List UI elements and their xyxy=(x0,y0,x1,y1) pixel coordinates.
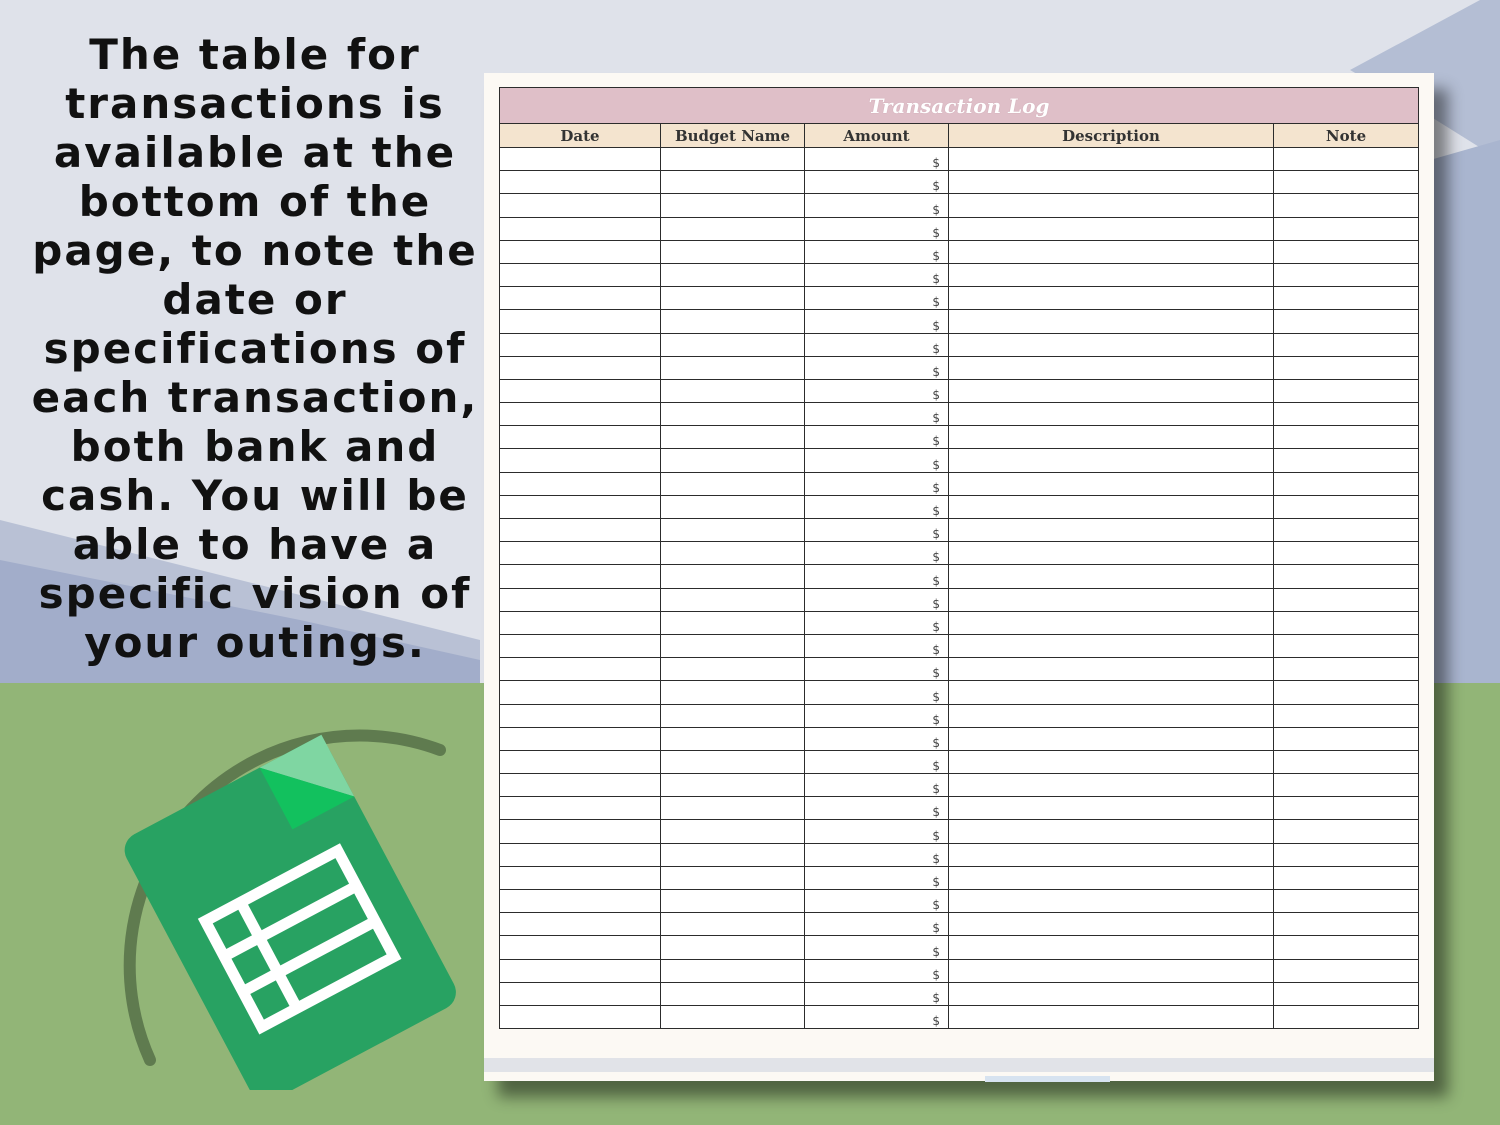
table-row xyxy=(500,634,1419,657)
table-cell[interactable] xyxy=(661,287,805,310)
table-cell[interactable] xyxy=(1274,588,1419,611)
table-cell[interactable] xyxy=(805,820,949,843)
currency-symbol: $ xyxy=(932,272,940,287)
table-cell[interactable] xyxy=(949,681,1274,704)
table-cell[interactable] xyxy=(949,310,1274,333)
table-cell[interactable] xyxy=(500,797,661,820)
table-cell[interactable] xyxy=(805,263,949,286)
currency-symbol: $ xyxy=(932,318,940,333)
table-cell[interactable] xyxy=(949,982,1274,1005)
currency-symbol: $ xyxy=(932,782,940,797)
table-cell[interactable] xyxy=(500,843,661,866)
table-row xyxy=(500,774,1419,797)
table-cell[interactable] xyxy=(805,194,949,217)
column-header[interactable]: Date xyxy=(500,124,661,148)
currency-symbol: $ xyxy=(932,967,940,982)
table-cell[interactable] xyxy=(1274,148,1419,171)
table-row xyxy=(500,449,1419,472)
currency-symbol: $ xyxy=(932,225,940,240)
table-row xyxy=(500,588,1419,611)
table-cell[interactable] xyxy=(500,611,661,634)
table-cell[interactable] xyxy=(949,217,1274,240)
table-cell[interactable] xyxy=(1274,890,1419,913)
table-cell[interactable] xyxy=(661,449,805,472)
table-cell[interactable] xyxy=(949,379,1274,402)
table-cell[interactable] xyxy=(661,913,805,936)
table-cell[interactable] xyxy=(1274,658,1419,681)
table-cell[interactable] xyxy=(661,634,805,657)
table-row xyxy=(500,217,1419,240)
table-row xyxy=(500,704,1419,727)
table-cell[interactable] xyxy=(949,634,1274,657)
table-cell[interactable] xyxy=(1274,936,1419,959)
currency-symbol: $ xyxy=(932,990,940,1005)
table-cell[interactable] xyxy=(500,565,661,588)
table-cell[interactable] xyxy=(1274,611,1419,634)
currency-symbol: $ xyxy=(932,689,940,704)
table-cell[interactable] xyxy=(661,356,805,379)
table-cell[interactable] xyxy=(661,403,805,426)
table-cell[interactable] xyxy=(661,565,805,588)
currency-symbol: $ xyxy=(932,759,940,774)
table-cell[interactable] xyxy=(805,217,949,240)
table-cell[interactable] xyxy=(805,634,949,657)
currency-symbol: $ xyxy=(932,666,940,681)
table-cell[interactable] xyxy=(661,774,805,797)
table-row xyxy=(500,240,1419,263)
table-cell[interactable] xyxy=(500,171,661,194)
currency-symbol: $ xyxy=(932,573,940,588)
table-cell[interactable] xyxy=(805,333,949,356)
currency-symbol: $ xyxy=(932,550,940,565)
table-cell[interactable] xyxy=(1274,959,1419,982)
table-cell[interactable] xyxy=(661,797,805,820)
table-cell[interactable] xyxy=(949,727,1274,750)
table-cell[interactable] xyxy=(500,774,661,797)
currency-symbol: $ xyxy=(932,434,940,449)
table-cell[interactable] xyxy=(1274,774,1419,797)
table-cell[interactable] xyxy=(500,263,661,286)
currency-symbol: $ xyxy=(932,875,940,889)
table-cell[interactable] xyxy=(949,704,1274,727)
currency-symbol: $ xyxy=(932,735,940,750)
table-cell[interactable] xyxy=(949,866,1274,889)
table-row xyxy=(500,542,1419,565)
table-cell[interactable] xyxy=(1274,750,1419,773)
table-cell[interactable] xyxy=(805,542,949,565)
table-cell[interactable] xyxy=(949,403,1274,426)
table-cell[interactable] xyxy=(949,426,1274,449)
horizontal-scrollbar[interactable] xyxy=(985,1076,1110,1082)
table-cell[interactable] xyxy=(805,310,949,333)
table-cell[interactable] xyxy=(805,1005,949,1028)
currency-symbol: $ xyxy=(932,179,940,194)
currency-symbol: $ xyxy=(932,828,940,843)
currency-symbol: $ xyxy=(932,202,940,217)
table-cell[interactable] xyxy=(1274,426,1419,449)
table-cell[interactable] xyxy=(805,495,949,518)
table-row xyxy=(500,727,1419,750)
table-row xyxy=(500,148,1419,171)
table-cell[interactable] xyxy=(500,658,661,681)
table-cell[interactable] xyxy=(500,866,661,889)
table-cell[interactable] xyxy=(949,449,1274,472)
table-cell[interactable] xyxy=(1274,240,1419,263)
currency-symbol: $ xyxy=(932,921,940,936)
table-cell[interactable] xyxy=(805,588,949,611)
sheet-footer-bar xyxy=(484,1058,1434,1072)
table-cell[interactable] xyxy=(661,936,805,959)
table-cell[interactable] xyxy=(1274,542,1419,565)
table-cell[interactable] xyxy=(949,519,1274,542)
table-cell[interactable] xyxy=(500,913,661,936)
table-cell[interactable] xyxy=(1274,263,1419,286)
table-cell[interactable] xyxy=(949,542,1274,565)
table-cell[interactable] xyxy=(949,287,1274,310)
table-cell[interactable] xyxy=(1274,681,1419,704)
table-cell[interactable] xyxy=(661,519,805,542)
table-cell[interactable] xyxy=(500,727,661,750)
table-cell[interactable] xyxy=(500,959,661,982)
table-cell[interactable] xyxy=(805,913,949,936)
currency-symbol: $ xyxy=(932,851,940,866)
table-cell[interactable] xyxy=(661,263,805,286)
currency-symbol: $ xyxy=(932,596,940,611)
currency-symbol: $ xyxy=(932,156,940,171)
google-sheets-icon xyxy=(70,690,490,1090)
table-cell[interactable] xyxy=(500,1005,661,1028)
table-cell[interactable] xyxy=(1274,287,1419,310)
table-row xyxy=(500,611,1419,634)
table-cell[interactable] xyxy=(1274,797,1419,820)
table-title: Transaction Log xyxy=(500,88,1419,124)
table-cell[interactable] xyxy=(949,495,1274,518)
table-row xyxy=(500,866,1419,889)
table-cell[interactable] xyxy=(949,333,1274,356)
table-cell[interactable] xyxy=(661,866,805,889)
table-cell[interactable] xyxy=(1274,403,1419,426)
table-cell[interactable] xyxy=(1274,310,1419,333)
table-cell[interactable] xyxy=(1274,356,1419,379)
table-cell[interactable] xyxy=(805,658,949,681)
table-cell[interactable] xyxy=(949,472,1274,495)
table-cell[interactable] xyxy=(500,750,661,773)
table-cell[interactable] xyxy=(949,890,1274,913)
table-cell[interactable] xyxy=(661,542,805,565)
table-row xyxy=(500,658,1419,681)
table-cell[interactable] xyxy=(661,1005,805,1028)
table-cell[interactable] xyxy=(661,611,805,634)
table-row xyxy=(500,310,1419,333)
table-cell[interactable] xyxy=(949,1005,1274,1028)
table-cell[interactable] xyxy=(1274,704,1419,727)
table-cell[interactable] xyxy=(500,356,661,379)
table-cell[interactable] xyxy=(500,936,661,959)
table-row xyxy=(500,1005,1419,1028)
table-row xyxy=(500,379,1419,402)
currency-symbol: $ xyxy=(932,341,940,356)
currency-symbol: $ xyxy=(932,364,940,379)
table-cell[interactable] xyxy=(949,820,1274,843)
table-row xyxy=(500,982,1419,1005)
table-cell[interactable] xyxy=(1274,727,1419,750)
table-cell[interactable] xyxy=(500,287,661,310)
column-header[interactable]: Note xyxy=(1274,124,1419,148)
table-row xyxy=(500,333,1419,356)
table-cell[interactable] xyxy=(949,263,1274,286)
table-cell[interactable] xyxy=(805,519,949,542)
table-cell[interactable] xyxy=(805,403,949,426)
currency-symbol: $ xyxy=(932,411,940,426)
table-cell[interactable] xyxy=(500,890,661,913)
table-cell[interactable] xyxy=(661,148,805,171)
table-cell[interactable] xyxy=(661,982,805,1005)
table-cell[interactable] xyxy=(500,634,661,657)
table-cell[interactable] xyxy=(805,936,949,959)
table-cell[interactable] xyxy=(1274,449,1419,472)
table-cell[interactable] xyxy=(805,750,949,773)
table-row xyxy=(500,426,1419,449)
table-cell[interactable] xyxy=(661,310,805,333)
table-cell[interactable] xyxy=(661,333,805,356)
table-cell[interactable] xyxy=(805,982,949,1005)
currency-symbol: $ xyxy=(932,248,940,263)
table-cell[interactable] xyxy=(661,959,805,982)
table-cell[interactable] xyxy=(805,565,949,588)
table-cell[interactable] xyxy=(805,472,949,495)
table-cell[interactable] xyxy=(500,217,661,240)
table-cell[interactable] xyxy=(805,171,949,194)
table-row xyxy=(500,843,1419,866)
currency-symbol: $ xyxy=(932,944,940,959)
table-cell[interactable] xyxy=(500,379,661,402)
table-cell[interactable] xyxy=(500,820,661,843)
table-cell[interactable] xyxy=(949,356,1274,379)
table-row xyxy=(500,565,1419,588)
currency-symbol: $ xyxy=(932,527,940,542)
header-row xyxy=(500,124,1419,148)
table-cell[interactable] xyxy=(661,495,805,518)
table-cell[interactable] xyxy=(661,681,805,704)
table-cell[interactable] xyxy=(949,843,1274,866)
table-cell[interactable] xyxy=(661,820,805,843)
table-cell[interactable] xyxy=(949,171,1274,194)
transaction-log-table xyxy=(499,87,1419,1029)
currency-symbol: $ xyxy=(932,805,940,820)
currency-symbol: $ xyxy=(932,480,940,495)
table-cell[interactable] xyxy=(500,472,661,495)
table-cell[interactable] xyxy=(805,356,949,379)
table-cell[interactable] xyxy=(661,727,805,750)
table-cell[interactable] xyxy=(661,472,805,495)
table-cell[interactable] xyxy=(1274,913,1419,936)
table-cell[interactable] xyxy=(805,426,949,449)
table-row xyxy=(500,913,1419,936)
table-cell[interactable] xyxy=(500,148,661,171)
table-cell[interactable] xyxy=(1274,866,1419,889)
table-row xyxy=(500,263,1419,286)
table-cell[interactable] xyxy=(949,588,1274,611)
table-cell[interactable] xyxy=(1274,634,1419,657)
table-cell[interactable] xyxy=(1274,495,1419,518)
table-cell[interactable] xyxy=(805,727,949,750)
table-cell[interactable] xyxy=(500,542,661,565)
table-cell[interactable] xyxy=(1274,379,1419,402)
table-cell[interactable] xyxy=(661,704,805,727)
table-cell[interactable] xyxy=(661,217,805,240)
table-cell[interactable] xyxy=(661,588,805,611)
table-body xyxy=(500,148,1419,1029)
table-cell[interactable] xyxy=(500,240,661,263)
table-cell[interactable] xyxy=(949,194,1274,217)
table-cell[interactable] xyxy=(1274,565,1419,588)
table-cell[interactable] xyxy=(1274,519,1419,542)
currency-symbol: $ xyxy=(932,388,940,403)
table-row xyxy=(500,890,1419,913)
table-cell[interactable] xyxy=(805,866,949,889)
table-cell[interactable] xyxy=(805,774,949,797)
table-row xyxy=(500,194,1419,217)
table-cell[interactable] xyxy=(1274,982,1419,1005)
table-cell[interactable] xyxy=(805,704,949,727)
table-cell[interactable] xyxy=(500,426,661,449)
table-cell[interactable] xyxy=(805,681,949,704)
table-cell[interactable] xyxy=(949,148,1274,171)
table-row xyxy=(500,403,1419,426)
table-row xyxy=(500,936,1419,959)
table-row xyxy=(500,495,1419,518)
table-cell[interactable] xyxy=(500,310,661,333)
table-row xyxy=(500,472,1419,495)
table-cell[interactable] xyxy=(949,936,1274,959)
table-cell[interactable] xyxy=(661,426,805,449)
table-cell[interactable] xyxy=(661,379,805,402)
table-cell[interactable] xyxy=(500,681,661,704)
table-cell[interactable] xyxy=(805,148,949,171)
currency-symbol: $ xyxy=(932,619,940,634)
table-cell[interactable] xyxy=(1274,217,1419,240)
table-cell[interactable] xyxy=(500,194,661,217)
table-cell[interactable] xyxy=(500,449,661,472)
table-row xyxy=(500,171,1419,194)
table-cell[interactable] xyxy=(805,843,949,866)
currency-symbol: $ xyxy=(932,504,940,518)
table-row xyxy=(500,797,1419,820)
table-cell[interactable] xyxy=(805,959,949,982)
table-row xyxy=(500,820,1419,843)
table-cell[interactable] xyxy=(949,658,1274,681)
table-cell[interactable] xyxy=(661,194,805,217)
table-cell[interactable] xyxy=(1274,472,1419,495)
currency-symbol: $ xyxy=(932,295,940,310)
table-cell[interactable] xyxy=(949,774,1274,797)
table-cell[interactable] xyxy=(805,797,949,820)
table-cell[interactable] xyxy=(500,495,661,518)
table-row xyxy=(500,287,1419,310)
table-cell[interactable] xyxy=(949,913,1274,936)
table-cell[interactable] xyxy=(500,333,661,356)
table-cell[interactable] xyxy=(1274,333,1419,356)
table-row xyxy=(500,356,1419,379)
table-cell[interactable] xyxy=(500,588,661,611)
table-row xyxy=(500,681,1419,704)
table-cell[interactable] xyxy=(949,565,1274,588)
table-cell[interactable] xyxy=(1274,820,1419,843)
table-cell[interactable] xyxy=(661,171,805,194)
table-cell[interactable] xyxy=(949,750,1274,773)
table-cell[interactable] xyxy=(949,797,1274,820)
table-cell[interactable] xyxy=(1274,171,1419,194)
currency-symbol: $ xyxy=(932,1014,940,1029)
column-header[interactable]: Budget Name xyxy=(661,124,805,148)
table-cell[interactable] xyxy=(805,240,949,263)
table-cell[interactable] xyxy=(661,843,805,866)
table-cell[interactable] xyxy=(1274,1005,1419,1028)
table-cell[interactable] xyxy=(1274,194,1419,217)
table-cell[interactable] xyxy=(500,982,661,1005)
table-cell[interactable] xyxy=(661,750,805,773)
table-cell[interactable] xyxy=(500,403,661,426)
table-cell[interactable] xyxy=(500,704,661,727)
table-row xyxy=(500,959,1419,982)
table-cell[interactable] xyxy=(805,449,949,472)
currency-symbol: $ xyxy=(932,643,940,658)
currency-symbol: $ xyxy=(932,712,940,727)
column-header[interactable]: Description xyxy=(949,124,1274,148)
table-cell[interactable] xyxy=(805,611,949,634)
table-cell[interactable] xyxy=(805,379,949,402)
table-row xyxy=(500,750,1419,773)
currency-symbol: $ xyxy=(932,457,940,472)
caption-text: The table for transactions is available at the bottom of the page, to note the date or specifications of each transaction, both bank and cash. You will be able to have a specific vision of your outings. xyxy=(31,30,479,667)
table-cell[interactable] xyxy=(949,240,1274,263)
table-cell[interactable] xyxy=(949,959,1274,982)
table-cell[interactable] xyxy=(805,890,949,913)
table-cell[interactable] xyxy=(661,658,805,681)
column-header[interactable]: Amount xyxy=(805,124,949,148)
table-cell[interactable] xyxy=(949,611,1274,634)
table-row xyxy=(500,519,1419,542)
table-cell[interactable] xyxy=(661,890,805,913)
table-cell[interactable] xyxy=(500,519,661,542)
currency-symbol: $ xyxy=(932,898,940,913)
table-cell[interactable] xyxy=(1274,843,1419,866)
table-cell[interactable] xyxy=(661,240,805,263)
table-cell[interactable] xyxy=(805,287,949,310)
